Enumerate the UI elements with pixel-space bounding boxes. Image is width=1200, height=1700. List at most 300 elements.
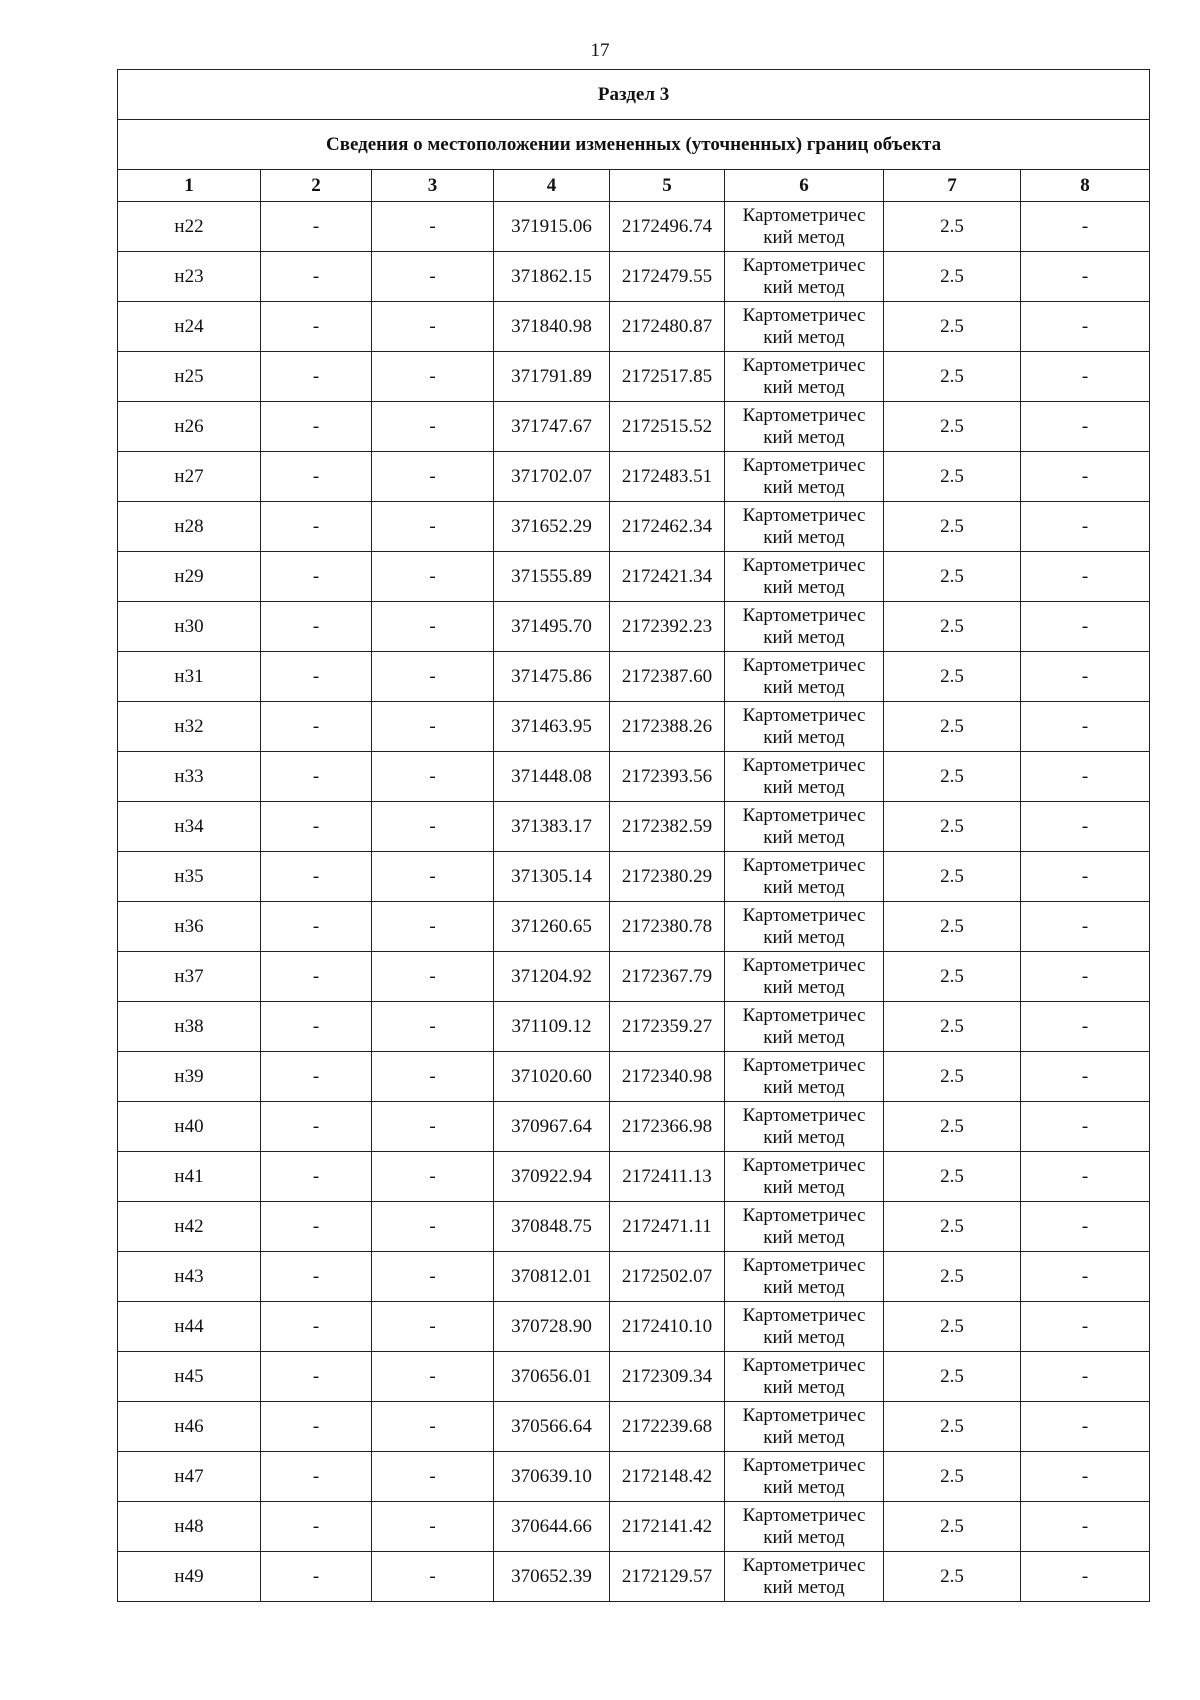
table-row <box>118 802 1150 852</box>
method-cell <box>725 1102 884 1152</box>
table-row <box>118 1152 1150 1202</box>
column-3-cell: - <box>372 1152 494 1202</box>
column-number: 3 <box>372 170 494 202</box>
section-title-row <box>118 70 1150 120</box>
method-cell <box>725 1302 884 1352</box>
method-text-line2: кий метод <box>763 1476 845 1498</box>
x-coordinate-cell: 370652.39 <box>494 1552 610 1602</box>
accuracy-cell: 2.5 <box>884 1352 1021 1402</box>
method-cell <box>725 902 884 952</box>
method-text-line1: Картометричес <box>742 804 866 826</box>
x-coordinate-cell: 370656.01 <box>494 1352 610 1402</box>
column-3-cell: - <box>372 1402 494 1452</box>
y-coordinate-cell: 2172421.34 <box>610 552 725 602</box>
method-text-line1: Картометричес <box>742 854 866 876</box>
point-cell: н38 <box>118 1002 261 1052</box>
method-text-line1: Картометричес <box>742 204 866 226</box>
point-cell: н30 <box>118 602 261 652</box>
x-coordinate-cell: 371840.98 <box>494 302 610 352</box>
y-coordinate-cell: 2172410.10 <box>610 1302 725 1352</box>
point-cell: н32 <box>118 702 261 752</box>
point-cell: н27 <box>118 452 261 502</box>
column-8-cell: - <box>1021 552 1150 602</box>
method-text-line1: Картометричес <box>742 1504 866 1526</box>
column-3-cell: - <box>372 952 494 1002</box>
page-number: 17 <box>590 40 610 61</box>
table-row <box>118 1002 1150 1052</box>
x-coordinate-cell: 371555.89 <box>494 552 610 602</box>
column-2-cell: - <box>261 1152 372 1202</box>
method-text-line1: Картометричес <box>742 1354 866 1376</box>
column-3-cell: - <box>372 1352 494 1402</box>
method-cell <box>725 702 884 752</box>
point-cell: н39 <box>118 1052 261 1102</box>
column-8-cell: - <box>1021 1052 1150 1102</box>
accuracy-cell: 2.5 <box>884 1152 1021 1202</box>
accuracy-cell: 2.5 <box>884 302 1021 352</box>
accuracy-cell: 2.5 <box>884 202 1021 252</box>
table-row <box>118 852 1150 902</box>
method-cell <box>725 1352 884 1402</box>
method-cell <box>725 602 884 652</box>
table-row <box>118 1402 1150 1452</box>
column-3-cell: - <box>372 802 494 852</box>
table-row <box>118 402 1150 452</box>
point-cell: н23 <box>118 252 261 302</box>
point-cell: н44 <box>118 1302 261 1352</box>
y-coordinate-cell: 2172366.98 <box>610 1102 725 1152</box>
column-3-cell: - <box>372 1502 494 1552</box>
column-8-cell: - <box>1021 452 1150 502</box>
method-text-line2: кий метод <box>763 1076 845 1098</box>
method-text-line1: Картометричес <box>742 1454 866 1476</box>
method-text-line1: Картометричес <box>742 304 866 326</box>
column-3-cell: - <box>372 1002 494 1052</box>
table-row <box>118 202 1150 252</box>
method-text-line2: кий метод <box>763 726 845 748</box>
y-coordinate-cell: 2172309.34 <box>610 1352 725 1402</box>
column-8-cell: - <box>1021 1202 1150 1252</box>
method-text-line2: кий метод <box>763 1526 845 1548</box>
accuracy-cell: 2.5 <box>884 702 1021 752</box>
accuracy-cell: 2.5 <box>884 1052 1021 1102</box>
column-number-row <box>118 170 1150 202</box>
column-2-cell: - <box>261 252 372 302</box>
y-coordinate-cell: 2172340.98 <box>610 1052 725 1102</box>
column-2-cell: - <box>261 402 372 452</box>
y-coordinate-cell: 2172148.42 <box>610 1452 725 1502</box>
y-coordinate-cell: 2172141.42 <box>610 1502 725 1552</box>
column-3-cell: - <box>372 1052 494 1102</box>
method-text-line1: Картометричес <box>742 604 866 626</box>
method-text-line1: Картометричес <box>742 1104 866 1126</box>
table-row <box>118 1302 1150 1352</box>
accuracy-cell: 2.5 <box>884 752 1021 802</box>
y-coordinate-cell: 2172483.51 <box>610 452 725 502</box>
column-3-cell: - <box>372 852 494 902</box>
method-text-line2: кий метод <box>763 1276 845 1298</box>
x-coordinate-cell: 371260.65 <box>494 902 610 952</box>
y-coordinate-cell: 2172387.60 <box>610 652 725 702</box>
method-text-line2: кий метод <box>763 826 845 848</box>
boundary-table <box>117 69 1150 1602</box>
point-cell: н37 <box>118 952 261 1002</box>
method-text-line2: кий метод <box>763 1226 845 1248</box>
method-text-line2: кий метод <box>763 776 845 798</box>
column-8-cell: - <box>1021 1502 1150 1552</box>
column-number: 7 <box>884 170 1021 202</box>
x-coordinate-cell: 371747.67 <box>494 402 610 452</box>
x-coordinate-cell: 371204.92 <box>494 952 610 1002</box>
column-8-cell: - <box>1021 1002 1150 1052</box>
accuracy-cell: 2.5 <box>884 652 1021 702</box>
method-cell <box>725 1202 884 1252</box>
table-row <box>118 1202 1150 1252</box>
method-text-line1: Картометричес <box>742 504 866 526</box>
accuracy-cell: 2.5 <box>884 402 1021 452</box>
table-row <box>118 302 1150 352</box>
table-row <box>118 1252 1150 1302</box>
y-coordinate-cell: 2172411.13 <box>610 1152 725 1202</box>
y-coordinate-cell: 2172479.55 <box>610 252 725 302</box>
method-text-line2: кий метод <box>763 676 845 698</box>
column-3-cell: - <box>372 702 494 752</box>
column-2-cell: - <box>261 902 372 952</box>
method-text-line2: кий метод <box>763 576 845 598</box>
column-2-cell: - <box>261 1552 372 1602</box>
x-coordinate-cell: 370812.01 <box>494 1252 610 1302</box>
method-cell <box>725 1052 884 1102</box>
column-8-cell: - <box>1021 352 1150 402</box>
table-row <box>118 1102 1150 1152</box>
column-8-cell: - <box>1021 1452 1150 1502</box>
column-3-cell: - <box>372 202 494 252</box>
column-8-cell: - <box>1021 1102 1150 1152</box>
column-number: 6 <box>725 170 884 202</box>
column-2-cell: - <box>261 1002 372 1052</box>
accuracy-cell: 2.5 <box>884 552 1021 602</box>
column-2-cell: - <box>261 652 372 702</box>
method-cell <box>725 1502 884 1552</box>
y-coordinate-cell: 2172380.78 <box>610 902 725 952</box>
column-3-cell: - <box>372 602 494 652</box>
method-text-line1: Картометричес <box>742 1554 866 1576</box>
method-text-line2: кий метод <box>763 626 845 648</box>
column-2-cell: - <box>261 1102 372 1152</box>
table-row <box>118 502 1150 552</box>
x-coordinate-cell: 370848.75 <box>494 1202 610 1252</box>
column-2-cell: - <box>261 1202 372 1252</box>
accuracy-cell: 2.5 <box>884 952 1021 1002</box>
x-coordinate-cell: 371791.89 <box>494 352 610 402</box>
method-text-line1: Картометричес <box>742 904 866 926</box>
column-3-cell: - <box>372 1302 494 1352</box>
method-text-line1: Картометричес <box>742 1304 866 1326</box>
method-text-line2: кий метод <box>763 326 845 348</box>
x-coordinate-cell: 371109.12 <box>494 1002 610 1052</box>
column-number: 4 <box>494 170 610 202</box>
column-3-cell: - <box>372 1102 494 1152</box>
method-text-line2: кий метод <box>763 1426 845 1448</box>
method-text-line1: Картометричес <box>742 754 866 776</box>
x-coordinate-cell: 370566.64 <box>494 1402 610 1452</box>
column-8-cell: - <box>1021 402 1150 452</box>
accuracy-cell: 2.5 <box>884 1252 1021 1302</box>
method-text-line2: кий метод <box>763 1326 845 1348</box>
column-2-cell: - <box>261 1052 372 1102</box>
column-3-cell: - <box>372 652 494 702</box>
table-row <box>118 1552 1150 1602</box>
method-text-line2: кий метод <box>763 276 845 298</box>
y-coordinate-cell: 2172380.29 <box>610 852 725 902</box>
table-row <box>118 702 1150 752</box>
method-cell <box>725 1402 884 1452</box>
method-text-line1: Картометричес <box>742 704 866 726</box>
accuracy-cell: 2.5 <box>884 1452 1021 1502</box>
point-cell: н45 <box>118 1352 261 1402</box>
table-row <box>118 352 1150 402</box>
accuracy-cell: 2.5 <box>884 1202 1021 1252</box>
table-row <box>118 452 1150 502</box>
y-coordinate-cell: 2172502.07 <box>610 1252 725 1302</box>
column-2-cell: - <box>261 552 372 602</box>
section-subtitle: Сведения о местоположении измененных (уточненных) границ объекта <box>118 120 1150 170</box>
column-3-cell: - <box>372 552 494 602</box>
x-coordinate-cell: 371862.15 <box>494 252 610 302</box>
column-2-cell: - <box>261 202 372 252</box>
method-cell <box>725 1002 884 1052</box>
column-8-cell: - <box>1021 202 1150 252</box>
x-coordinate-cell: 370644.66 <box>494 1502 610 1552</box>
column-3-cell: - <box>372 502 494 552</box>
method-text-line1: Картометричес <box>742 1204 866 1226</box>
table-row <box>118 752 1150 802</box>
y-coordinate-cell: 2172382.59 <box>610 802 725 852</box>
column-8-cell: - <box>1021 652 1150 702</box>
table-row <box>118 952 1150 1002</box>
column-8-cell: - <box>1021 1552 1150 1602</box>
column-2-cell: - <box>261 352 372 402</box>
column-3-cell: - <box>372 1252 494 1302</box>
method-cell <box>725 302 884 352</box>
point-cell: н46 <box>118 1402 261 1452</box>
accuracy-cell: 2.5 <box>884 352 1021 402</box>
method-text-line2: кий метод <box>763 1026 845 1048</box>
y-coordinate-cell: 2172462.34 <box>610 502 725 552</box>
point-cell: н31 <box>118 652 261 702</box>
accuracy-cell: 2.5 <box>884 602 1021 652</box>
column-3-cell: - <box>372 352 494 402</box>
y-coordinate-cell: 2172239.68 <box>610 1402 725 1452</box>
method-text-line2: кий метод <box>763 976 845 998</box>
method-text-line1: Картометричес <box>742 1254 866 1276</box>
point-cell: н47 <box>118 1452 261 1502</box>
column-2-cell: - <box>261 1352 372 1402</box>
column-8-cell: - <box>1021 802 1150 852</box>
method-text-line1: Картометричес <box>742 654 866 676</box>
table-row <box>118 252 1150 302</box>
column-2-cell: - <box>261 752 372 802</box>
table-row <box>118 1052 1150 1102</box>
accuracy-cell: 2.5 <box>884 1402 1021 1452</box>
column-8-cell: - <box>1021 602 1150 652</box>
column-8-cell: - <box>1021 702 1150 752</box>
point-cell: н42 <box>118 1202 261 1252</box>
y-coordinate-cell: 2172471.11 <box>610 1202 725 1252</box>
x-coordinate-cell: 371495.70 <box>494 602 610 652</box>
point-cell: н41 <box>118 1152 261 1202</box>
column-number: 8 <box>1021 170 1150 202</box>
accuracy-cell: 2.5 <box>884 502 1021 552</box>
column-8-cell: - <box>1021 852 1150 902</box>
section-subtitle-row <box>118 120 1150 170</box>
accuracy-cell: 2.5 <box>884 1502 1021 1552</box>
method-cell <box>725 1252 884 1302</box>
method-text-line2: кий метод <box>763 426 845 448</box>
column-number: 1 <box>118 170 261 202</box>
method-cell <box>725 452 884 502</box>
column-2-cell: - <box>261 602 372 652</box>
accuracy-cell: 2.5 <box>884 1552 1021 1602</box>
column-2-cell: - <box>261 1302 372 1352</box>
method-text-line2: кий метод <box>763 1176 845 1198</box>
method-text-line2: кий метод <box>763 876 845 898</box>
point-cell: н43 <box>118 1252 261 1302</box>
column-3-cell: - <box>372 1202 494 1252</box>
y-coordinate-cell: 2172480.87 <box>610 302 725 352</box>
column-3-cell: - <box>372 752 494 802</box>
x-coordinate-cell: 371448.08 <box>494 752 610 802</box>
column-8-cell: - <box>1021 1302 1150 1352</box>
column-8-cell: - <box>1021 1402 1150 1452</box>
column-2-cell: - <box>261 302 372 352</box>
column-2-cell: - <box>261 1402 372 1452</box>
method-text-line2: кий метод <box>763 1376 845 1398</box>
table-row <box>118 1352 1150 1402</box>
accuracy-cell: 2.5 <box>884 252 1021 302</box>
method-cell <box>725 352 884 402</box>
method-text-line2: кий метод <box>763 926 845 948</box>
method-text-line1: Картометричес <box>742 1054 866 1076</box>
column-3-cell: - <box>372 1452 494 1502</box>
point-cell: н29 <box>118 552 261 602</box>
column-3-cell: - <box>372 1552 494 1602</box>
point-cell: н22 <box>118 202 261 252</box>
column-2-cell: - <box>261 952 372 1002</box>
method-cell <box>725 202 884 252</box>
method-text-line2: кий метод <box>763 526 845 548</box>
method-cell <box>725 552 884 602</box>
x-coordinate-cell: 370728.90 <box>494 1302 610 1352</box>
column-2-cell: - <box>261 802 372 852</box>
column-number: 5 <box>610 170 725 202</box>
accuracy-cell: 2.5 <box>884 1002 1021 1052</box>
column-2-cell: - <box>261 702 372 752</box>
accuracy-cell: 2.5 <box>884 902 1021 952</box>
column-8-cell: - <box>1021 502 1150 552</box>
method-text-line2: кий метод <box>763 376 845 398</box>
column-2-cell: - <box>261 1502 372 1552</box>
method-text-line1: Картометричес <box>742 1004 866 1026</box>
x-coordinate-cell: 370967.64 <box>494 1102 610 1152</box>
accuracy-cell: 2.5 <box>884 1302 1021 1352</box>
method-cell <box>725 252 884 302</box>
point-cell: н26 <box>118 402 261 452</box>
x-coordinate-cell: 371915.06 <box>494 202 610 252</box>
method-text-line1: Картометричес <box>742 404 866 426</box>
point-cell: н34 <box>118 802 261 852</box>
accuracy-cell: 2.5 <box>884 452 1021 502</box>
y-coordinate-cell: 2172129.57 <box>610 1552 725 1602</box>
column-8-cell: - <box>1021 952 1150 1002</box>
method-cell <box>725 1552 884 1602</box>
column-3-cell: - <box>372 252 494 302</box>
column-number: 2 <box>261 170 372 202</box>
x-coordinate-cell: 371463.95 <box>494 702 610 752</box>
table-row <box>118 902 1150 952</box>
x-coordinate-cell: 371020.60 <box>494 1052 610 1102</box>
x-coordinate-cell: 371383.17 <box>494 802 610 852</box>
method-text-line1: Картометричес <box>742 1154 866 1176</box>
y-coordinate-cell: 2172388.26 <box>610 702 725 752</box>
method-text-line2: кий метод <box>763 1576 845 1598</box>
method-cell <box>725 852 884 902</box>
method-text-line1: Картометричес <box>742 1404 866 1426</box>
column-8-cell: - <box>1021 1152 1150 1202</box>
method-text-line1: Картометричес <box>742 554 866 576</box>
method-cell <box>725 502 884 552</box>
method-cell <box>725 1452 884 1502</box>
point-cell: н33 <box>118 752 261 802</box>
section-title: Раздел 3 <box>118 70 1150 120</box>
column-8-cell: - <box>1021 1352 1150 1402</box>
y-coordinate-cell: 2172515.52 <box>610 402 725 452</box>
x-coordinate-cell: 371702.07 <box>494 452 610 502</box>
column-2-cell: - <box>261 502 372 552</box>
method-cell <box>725 402 884 452</box>
column-8-cell: - <box>1021 302 1150 352</box>
column-8-cell: - <box>1021 252 1150 302</box>
method-text-line2: кий метод <box>763 476 845 498</box>
column-8-cell: - <box>1021 752 1150 802</box>
point-cell: н24 <box>118 302 261 352</box>
table-row <box>118 602 1150 652</box>
point-cell: н49 <box>118 1552 261 1602</box>
table-row <box>118 1452 1150 1502</box>
x-coordinate-cell: 371305.14 <box>494 852 610 902</box>
x-coordinate-cell: 371652.29 <box>494 502 610 552</box>
point-cell: н25 <box>118 352 261 402</box>
column-3-cell: - <box>372 902 494 952</box>
column-3-cell: - <box>372 302 494 352</box>
x-coordinate-cell: 370639.10 <box>494 1452 610 1502</box>
method-cell <box>725 652 884 702</box>
column-2-cell: - <box>261 852 372 902</box>
method-text-line2: кий метод <box>763 1126 845 1148</box>
method-cell <box>725 802 884 852</box>
column-2-cell: - <box>261 1452 372 1502</box>
method-cell <box>725 952 884 1002</box>
method-text-line1: Картометричес <box>742 954 866 976</box>
x-coordinate-cell: 371475.86 <box>494 652 610 702</box>
method-cell <box>725 752 884 802</box>
column-2-cell: - <box>261 452 372 502</box>
method-cell <box>725 1152 884 1202</box>
y-coordinate-cell: 2172359.27 <box>610 1002 725 1052</box>
point-cell: н48 <box>118 1502 261 1552</box>
method-text-line1: Картометричес <box>742 254 866 276</box>
y-coordinate-cell: 2172517.85 <box>610 352 725 402</box>
